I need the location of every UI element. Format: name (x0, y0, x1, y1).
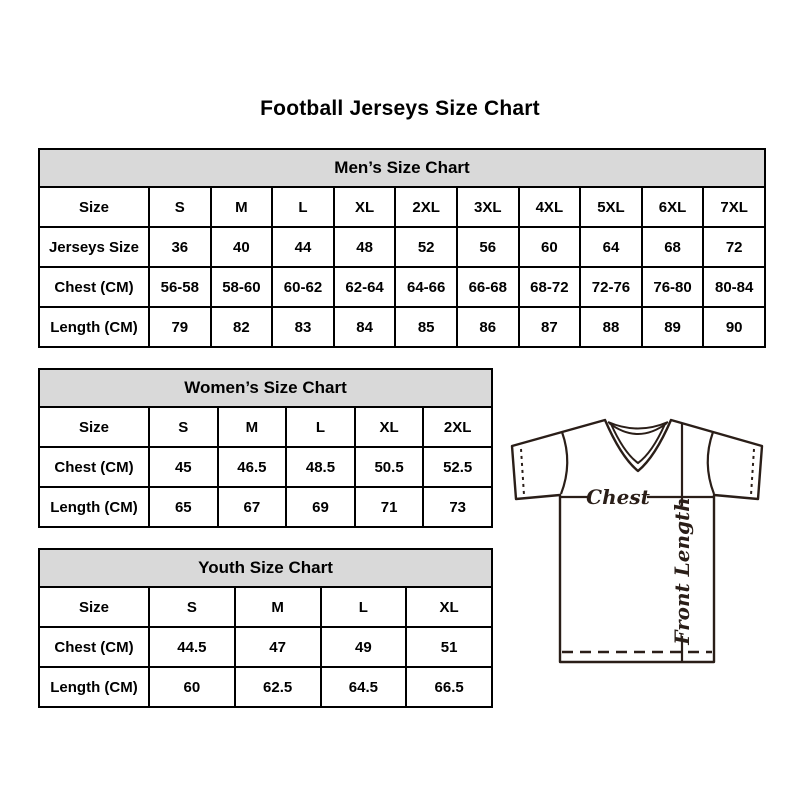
value-cell: XL (355, 407, 424, 447)
row-label-cell: Length (CM) (39, 487, 149, 527)
mens-size-table (38, 148, 766, 348)
value-cell: 2XL (395, 187, 457, 227)
value-cell: 50.5 (355, 447, 424, 487)
table-title: Men’s Size Chart (39, 149, 765, 187)
value-cell: 47 (235, 627, 321, 667)
value-cell: 83 (272, 307, 334, 347)
value-cell: 40 (211, 227, 273, 267)
value-cell: 36 (149, 227, 211, 267)
value-cell: 51 (406, 627, 492, 667)
value-cell: 66.5 (406, 667, 492, 707)
row-label-cell: Chest (CM) (39, 447, 149, 487)
value-cell: M (218, 407, 287, 447)
table-title-row (39, 369, 492, 407)
value-cell: 4XL (519, 187, 581, 227)
row-label-cell: Chest (CM) (39, 267, 149, 307)
row-label-cell: Length (CM) (39, 307, 149, 347)
row-label-cell: Length (CM) (39, 667, 149, 707)
table-row (39, 267, 765, 307)
value-cell: S (149, 407, 218, 447)
table-title-row (39, 549, 492, 587)
front-length-label: Front Length (670, 497, 694, 645)
row-label-cell: Chest (CM) (39, 627, 149, 667)
value-cell: 60-62 (272, 267, 334, 307)
value-cell: 2XL (423, 407, 492, 447)
value-cell: 82 (211, 307, 273, 347)
value-cell: 44.5 (149, 627, 235, 667)
value-cell: 72-76 (580, 267, 642, 307)
value-cell: S (149, 187, 211, 227)
value-cell: 80-84 (703, 267, 765, 307)
value-cell: 62-64 (334, 267, 396, 307)
table-title: Women’s Size Chart (39, 369, 492, 407)
value-cell: 71 (355, 487, 424, 527)
value-cell: 65 (149, 487, 218, 527)
value-cell: 64-66 (395, 267, 457, 307)
table-row (39, 627, 492, 667)
value-cell: 48 (334, 227, 396, 267)
value-cell: 90 (703, 307, 765, 347)
value-cell: 84 (334, 307, 396, 347)
table-title-row (39, 149, 765, 187)
table-row (39, 487, 492, 527)
value-cell: 49 (321, 627, 407, 667)
jersey-measurement-diagram (500, 400, 776, 688)
row-label-cell: Size (39, 407, 149, 447)
table-title: Youth Size Chart (39, 549, 492, 587)
value-cell: 69 (286, 487, 355, 527)
value-cell: M (235, 587, 321, 627)
value-cell: XL (406, 587, 492, 627)
table-header-row (39, 587, 492, 627)
value-cell: 52.5 (423, 447, 492, 487)
value-cell: 58-60 (211, 267, 273, 307)
value-cell: XL (334, 187, 396, 227)
value-cell: 60 (519, 227, 581, 267)
table-header-row (39, 407, 492, 447)
value-cell: 64.5 (321, 667, 407, 707)
value-cell: 64 (580, 227, 642, 267)
value-cell: 5XL (580, 187, 642, 227)
value-cell: 52 (395, 227, 457, 267)
value-cell: L (286, 407, 355, 447)
row-label-cell: Size (39, 187, 149, 227)
value-cell: 89 (642, 307, 704, 347)
womens-size-table (38, 368, 493, 528)
value-cell: 45 (149, 447, 218, 487)
value-cell: 86 (457, 307, 519, 347)
value-cell: 76-80 (642, 267, 704, 307)
page-title: Football Jerseys Size Chart (260, 97, 540, 120)
jersey-outline (512, 420, 762, 662)
value-cell: 3XL (457, 187, 519, 227)
value-cell: 7XL (703, 187, 765, 227)
value-cell: 48.5 (286, 447, 355, 487)
row-label-cell: Jerseys Size (39, 227, 149, 267)
value-cell: 85 (395, 307, 457, 347)
value-cell: M (211, 187, 273, 227)
row-label-cell: Size (39, 587, 149, 627)
value-cell: 73 (423, 487, 492, 527)
table-row (39, 667, 492, 707)
table-header-row (39, 187, 765, 227)
table-row (39, 227, 765, 267)
value-cell: 66-68 (457, 267, 519, 307)
value-cell: 68-72 (519, 267, 581, 307)
table-row (39, 447, 492, 487)
value-cell: 56 (457, 227, 519, 267)
value-cell: 88 (580, 307, 642, 347)
value-cell: 87 (519, 307, 581, 347)
chest-label: Chest (586, 485, 650, 509)
value-cell: S (149, 587, 235, 627)
value-cell: 56-58 (149, 267, 211, 307)
value-cell: L (321, 587, 407, 627)
value-cell: 6XL (642, 187, 704, 227)
value-cell: L (272, 187, 334, 227)
value-cell: 46.5 (218, 447, 287, 487)
value-cell: 62.5 (235, 667, 321, 707)
value-cell: 44 (272, 227, 334, 267)
value-cell: 79 (149, 307, 211, 347)
table-row (39, 307, 765, 347)
value-cell: 68 (642, 227, 704, 267)
value-cell: 72 (703, 227, 765, 267)
value-cell: 60 (149, 667, 235, 707)
value-cell: 67 (218, 487, 287, 527)
youth-size-table (38, 548, 493, 708)
